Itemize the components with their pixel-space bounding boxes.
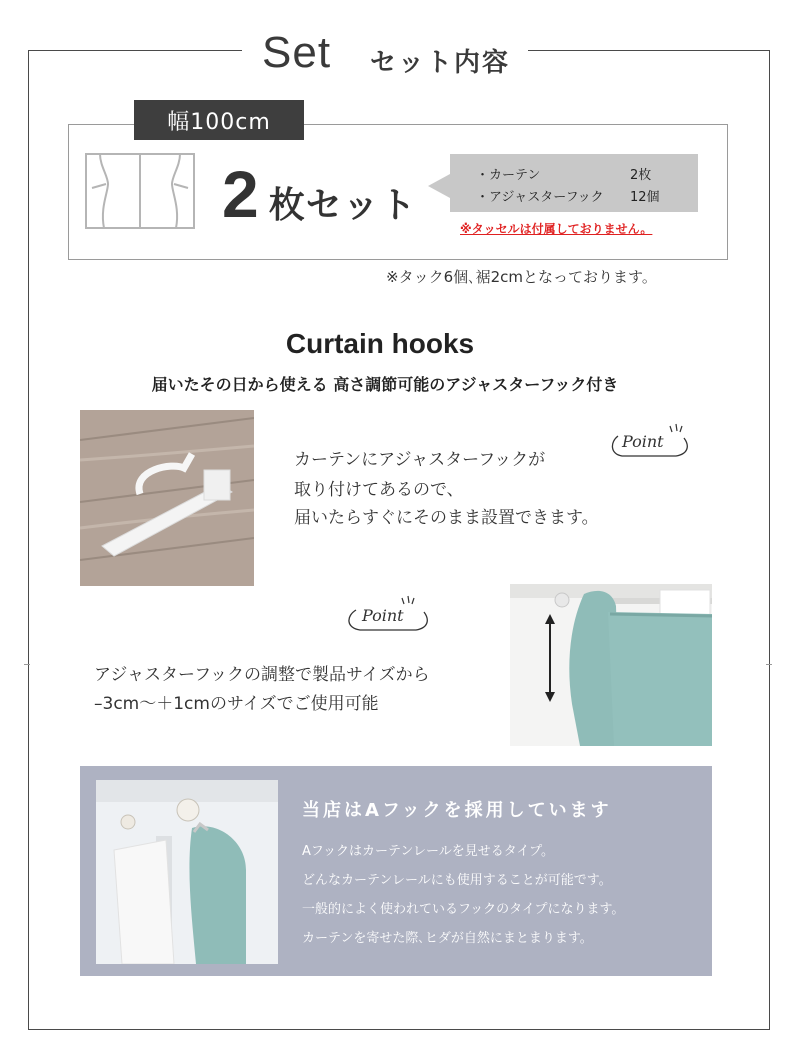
curtain-on-rail-image — [510, 584, 712, 746]
contents-qty: 12個 — [630, 190, 660, 205]
hooks-title: Curtain hooks — [285, 328, 475, 359]
adjuster-hook-image — [80, 410, 254, 586]
set-count-label: 枚セット — [268, 185, 417, 226]
point1-line: 届いたらすぐにそのまま設置できます。 — [294, 508, 599, 528]
point-swoosh-icon — [340, 592, 436, 638]
contents-qty: 2枚 — [630, 168, 652, 183]
tassel-note: ※タッセルは付属しておりません。 — [460, 222, 653, 236]
afook-photo — [96, 780, 278, 964]
frame-tick-left — [24, 664, 30, 665]
afook-title: 当店はAフックを採用しています — [302, 800, 612, 821]
hooks-subtitle: 届いたその日から使える 高さ調節可能のアジャスターフック付き — [151, 375, 619, 394]
title-en: Set — [262, 28, 332, 77]
contents-pointer — [428, 174, 450, 198]
point-swoosh-icon — [604, 420, 694, 464]
title-jp: セット内容 — [370, 48, 511, 78]
width-tag: 幅100cm — [134, 100, 304, 140]
point1-line: カーテンにアジャスターフックが — [294, 450, 546, 470]
afook-line: カーテンを寄せた際､ヒダが自然にまとまります。 — [302, 931, 593, 946]
point2-line: –3cm〜＋1cmのサイズでご使用可能 — [94, 694, 379, 714]
contents-item: ・アジャスターフック — [476, 190, 604, 205]
afook-line: 一般的によく使われているフックのタイプになります。 — [302, 902, 625, 917]
curtain-window-icon — [78, 148, 202, 234]
point-label: Point — [622, 432, 664, 451]
tuck-note: ※タック6個､裾2cmとなっております。 — [386, 268, 657, 286]
set-count — [222, 156, 417, 232]
afook-line: Aフックはカーテンレールを見せるタイプ。 — [302, 844, 555, 859]
afook-line: どんなカーテンレールにも使用することが可能です。 — [302, 873, 612, 888]
point-label: Point — [362, 606, 404, 625]
afook-rail-image — [96, 780, 278, 964]
point1-line: 取り付けてあるので、 — [294, 480, 464, 500]
contents-item: ・カーテン — [476, 168, 541, 183]
hook-photo — [80, 410, 254, 586]
frame-tick-right — [766, 664, 772, 665]
point2-line: アジャスターフックの調整で製品サイズから — [94, 665, 430, 685]
set-count-number: 2 — [222, 157, 259, 231]
curtain-rail-photo — [510, 584, 712, 746]
